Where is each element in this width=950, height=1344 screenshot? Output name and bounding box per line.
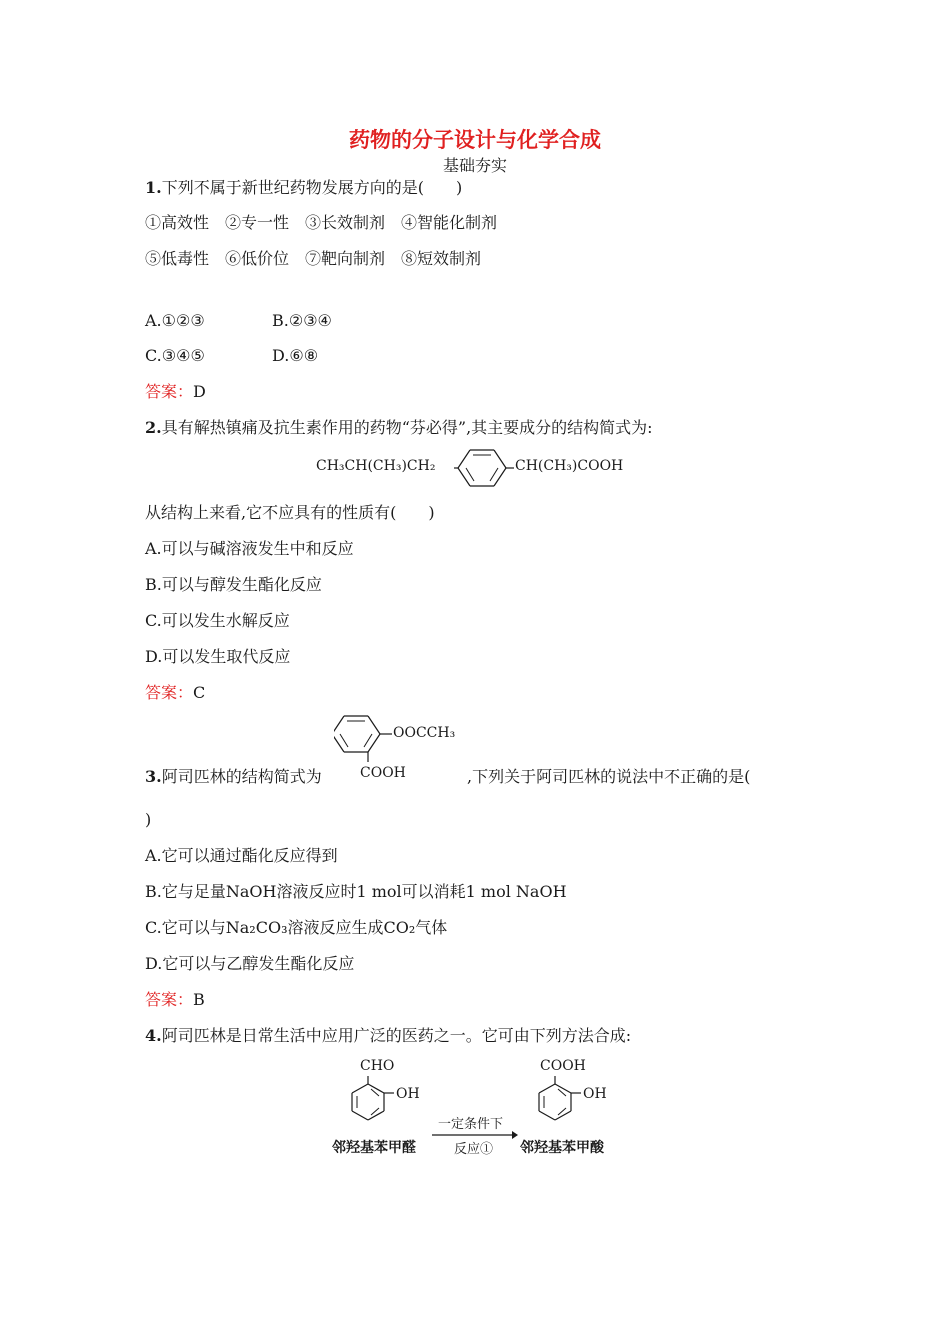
question-2-option-c: C.可以发生水解反应 [145, 611, 290, 630]
question-number: 1. [145, 178, 162, 197]
right-hydroxyl-group: OH [583, 1086, 607, 1102]
question-3-stem-c: ) [145, 810, 152, 829]
question-1-option-d: D.⑥⑧ [272, 346, 319, 365]
left-hydroxyl-group: OH [396, 1086, 420, 1102]
question-4-stem [145, 1026, 631, 1046]
answer-label: 答案： [145, 683, 194, 702]
question-text: 具有解热镇痛及抗生素作用的药物“芬必得”,其主要成分的结构简式为: [161, 418, 653, 437]
question-3-option-a: A.它可以通过酯化反应得到 [145, 846, 338, 865]
question-number: 4. [145, 1026, 162, 1045]
ibuprofen-left-group: CH₃CH(CH₃)CH₂ [316, 458, 436, 474]
question-1-answer [145, 382, 206, 402]
section-subtitle: 基础夯实 [442, 156, 507, 175]
reaction-condition: 一定条件下 [438, 1117, 504, 1132]
question-2-option-b: B.可以与醇发生酯化反应 [145, 575, 322, 594]
left-benzene-ring [338, 1076, 400, 1130]
right-benzene-ring [525, 1076, 587, 1130]
question-1-option-c: C.③④⑤ [145, 346, 205, 365]
question-text: 阿司匹林是日常生活中应用广泛的医药之一。它可由下列方法合成: [161, 1026, 632, 1045]
question-text: 阿司匹林的结构简式为 [161, 767, 322, 786]
question-1-option-a: A.①②③ [145, 311, 205, 330]
question-text: 下列不属于新世纪药物发展方向的是( ) [161, 178, 463, 197]
benzene-ring-figure [454, 448, 516, 488]
reaction-number: 反应① [454, 1142, 494, 1157]
aspirin-ester-group: OOCCH₃ [393, 725, 456, 741]
left-aldehyde-group: CHO [360, 1058, 395, 1074]
answer-value: B [193, 990, 205, 1009]
answer-value: D [193, 382, 206, 401]
right-compound-name: 邻羟基苯甲酸 [520, 1140, 604, 1156]
aspirin-carboxyl-group: COOH [360, 765, 406, 781]
question-number: 3. [145, 767, 162, 786]
question-3-option-b: B.它与足量NaOH溶液反应时1 mol可以消耗1 mol NaOH [145, 882, 567, 901]
question-1-items-line2: ⑤低毒性 ⑥低价位 ⑦靶向制剂 ⑧短效制剂 [145, 249, 482, 268]
answer-label: 答案： [145, 990, 194, 1009]
question-3-stem-a [145, 767, 322, 787]
question-number: 2. [145, 418, 162, 437]
question-2-answer [145, 683, 205, 703]
right-carboxyl-group: COOH [540, 1058, 586, 1074]
answer-label: 答案： [145, 382, 194, 401]
question-2-stem [145, 418, 653, 438]
question-3-answer [145, 990, 205, 1010]
question-3-stem-b: ,下列关于阿司匹林的说法中不正确的是( [467, 767, 751, 786]
aspirin-ring-figure [334, 712, 394, 764]
question-3-option-d: D.它可以与乙醇发生酯化反应 [145, 954, 355, 973]
question-3-option-c: C.它可以与Na₂CO₃溶液反应生成CO₂气体 [145, 918, 448, 937]
question-1-items-line1: ①高效性 ②专一性 ③长效制剂 ④智能化制剂 [145, 213, 498, 232]
question-1-option-b: B.②③④ [272, 311, 332, 330]
question-2-option-d: D.可以发生取代反应 [145, 647, 291, 666]
ibuprofen-right-group: CH(CH₃)COOH [515, 458, 624, 474]
question-1-stem [145, 178, 462, 198]
question-2-stem2: 从结构上来看,它不应具有的性质有( ) [145, 503, 435, 522]
answer-value: C [193, 683, 206, 702]
left-compound-name: 邻羟基苯甲醛 [332, 1140, 416, 1156]
page-title: 药物的分子设计与化学合成 [349, 127, 601, 152]
question-2-option-a: A.可以与碱溶液发生中和反应 [145, 539, 354, 558]
